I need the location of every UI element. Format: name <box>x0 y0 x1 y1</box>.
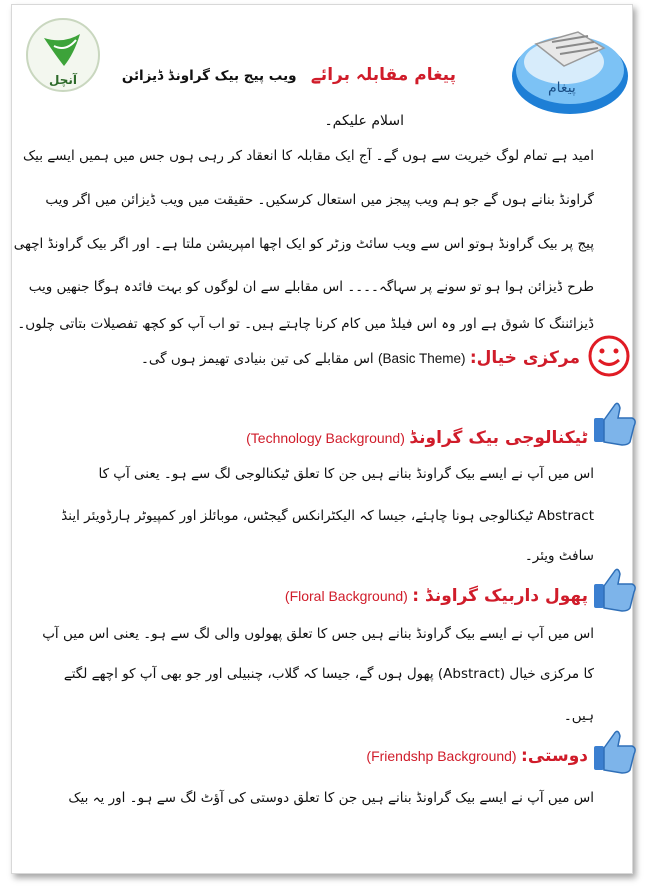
section-2-title-urdu: پھول داربیک گراونڈ : <box>412 586 588 606</box>
section-1-line-1: اس میں آپ نے ایسے بیک گراونڈ بنانے ہیں جن کا تعلق ٹیکنالوجی لگ سے ہو۔ یعنی آپ کا <box>98 466 594 482</box>
message-device-image <box>508 14 632 118</box>
section-2-line-1: اس میں آپ نے ایسے بیک گراونڈ بنانے ہیں جس کا تعلق پھولوں والی لگ سے ہو۔ یعنی اس میں آپ <box>42 626 594 642</box>
logo-leaf-icon <box>24 16 102 94</box>
contest-title: پیغام مقابلہ برائے <box>310 65 456 85</box>
thumbs-up-icon <box>592 564 638 614</box>
basic-theme-eng: (Basic Theme) <box>377 351 466 366</box>
basic-theme-label: مرکزی خیال: <box>469 348 580 368</box>
section-2-line-2: کا مرکزی خیال (Abstract) پھول ہوں گے، جیسا کہ گلاب، چنبیلی اور جو بھی آپ کو اچھے لگتے <box>63 666 594 682</box>
thumbs-up-icon <box>592 398 638 448</box>
smiley-icon <box>587 334 631 378</box>
section-3-line-1: اس میں آپ نے ایسے بیک گراونڈ بنانے ہیں جن کا تعلق دوستی کی آؤٹ لگ سے ہو۔ اور یہ بیک <box>68 790 594 806</box>
intro-line-1: امید ہے تمام لوگ خیریت سے ہوں گے۔ آج ایک مقابلہ کا انعقاد کر رہی ہوں جس میں ہمیں ایسے بیک <box>23 148 594 164</box>
aanchal-logo <box>24 16 102 94</box>
section-1-title-urdu: ٹیکنالوجی بیک گراونڈ <box>409 428 588 448</box>
intro-line-5: ڈیزائننگ کا شوق ہے اور وہ اس فیلڈ میں کام کرنا چاہتے ہیں۔ تو اب آپ کو کچھ تفصیلات بتاتی چلوں۔ <box>17 316 594 332</box>
section-1-line-3: سافٹ ویئر۔ <box>524 548 594 564</box>
section-1-title-eng: (Technology Background) <box>246 430 405 446</box>
section-3-title-eng: (Friendshp Background) <box>366 748 517 764</box>
section-3-title-urdu: دوستی: <box>521 746 588 766</box>
section-2-title-eng: (Floral Background) <box>284 588 408 604</box>
message-device-icon <box>508 14 632 118</box>
device-label: پیغام <box>548 80 576 96</box>
header-title <box>122 64 456 85</box>
basic-theme-text: اس مقابلے کی تین بنیادی تھیمز ہوں گی۔ <box>141 351 374 367</box>
intro-line-4: طرح ڈیزائن ہوا ہو تو سونے پر سہاگہ۔۔۔۔ اس مقابلے سے ان لوگوں کو بہت فائدہ ہوگا جنھیں ویب <box>28 279 594 295</box>
logo-text: آنچل <box>49 73 77 87</box>
contest-subtitle: ویب پیج بیک گراونڈ ڈیزائن <box>121 68 297 84</box>
intro-line-3: پیج پر بیک گراونڈ ہوتو اس سے ویب سائٹ وزٹر کو ایک اچھا امپریشن ملتا ہے۔ اور اگر بیک گراونڈ اچھی <box>13 236 594 252</box>
section-2-line-3: ہیں۔ <box>563 708 594 724</box>
basic-theme <box>141 348 580 368</box>
section-1-title <box>246 428 588 448</box>
section-3-title <box>366 746 588 766</box>
section-2-title <box>285 586 588 606</box>
section-1-line-2: Abstract ٹیکنالوجی ہونا چاہئے، جیسا کہ الیکٹرانکس گیجٹس، موبائلز اور کمپیوٹر ہارڈویئر اینڈ <box>61 508 594 524</box>
intro-line-2: گراونڈ بنانے ہوں گے جو ہم ویب پیجز میں استعال کرسکیں۔ حقیقت میں ویب ڈیزائن میں اگر ویب <box>45 192 594 208</box>
greeting: اسلام علیکم۔ <box>324 113 404 129</box>
thumbs-up-icon <box>592 726 638 776</box>
